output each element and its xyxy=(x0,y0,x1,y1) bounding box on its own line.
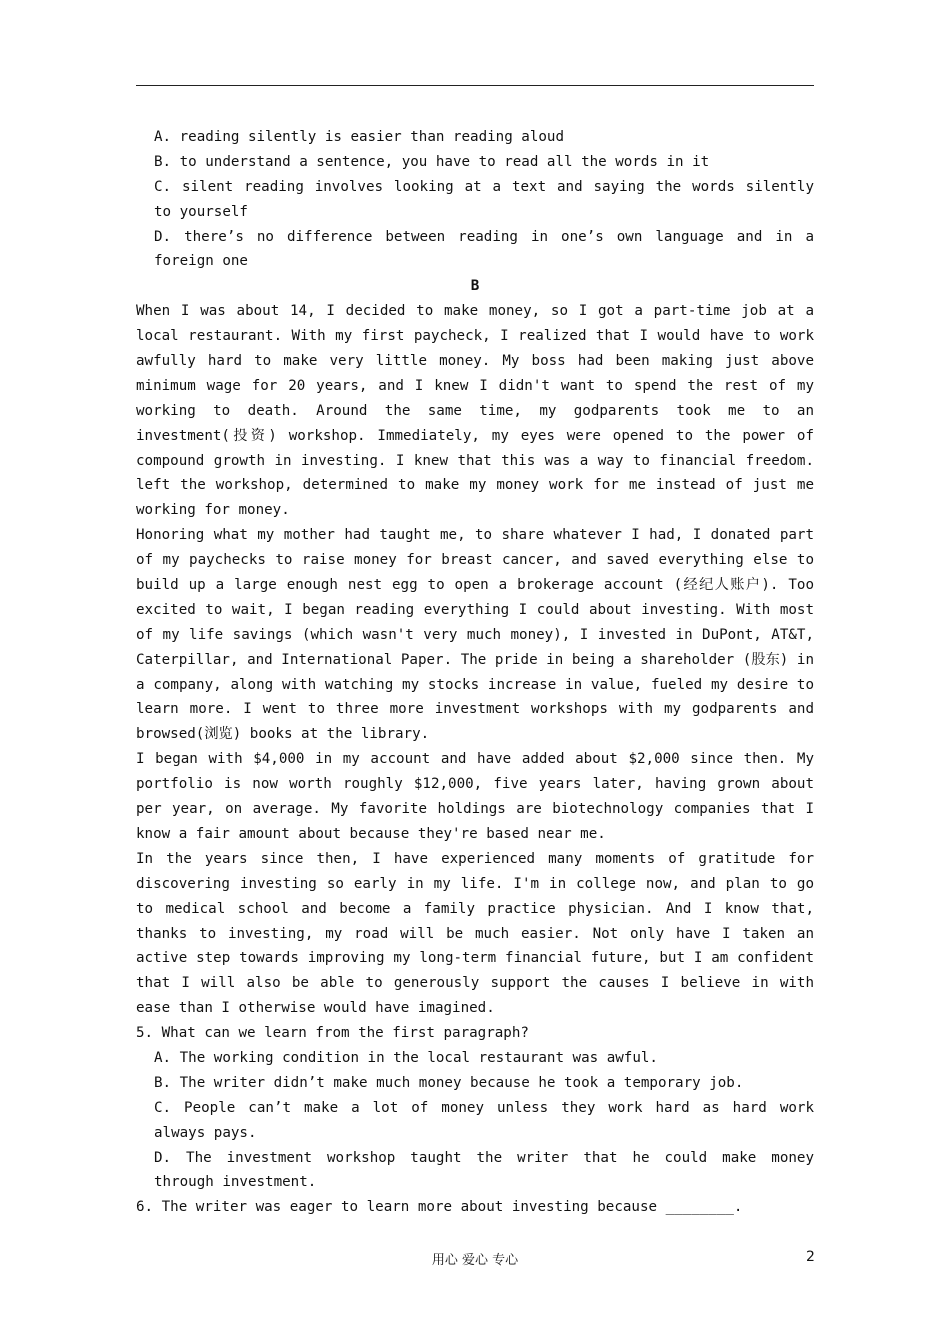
passage-line: Honoring what my mother had taught me, to share whatever I had, I donated part xyxy=(136,527,814,544)
question-5-stem: 5. What can we learn from the first paragraph? xyxy=(136,1025,529,1042)
passage-line: to medical school and become a family practice physician. And I know that, xyxy=(136,900,814,917)
passage-line: I began with $4,000 in my account and have added about $2,000 since then. My xyxy=(136,751,814,768)
passage-line: of my life savings (which wasn't very much money), I invested in DuPont, AT&T, xyxy=(136,626,814,643)
option-b-prev: B. to understand a sentence, you have to read all the words in it xyxy=(154,153,710,170)
passage-line: of my paychecks to raise money for breast cancer, and saved everything else to xyxy=(136,552,814,569)
q5-option-c-cont: always pays. xyxy=(154,1124,257,1141)
passage-line: local restaurant. With my first paycheck, I realized that I would have to work xyxy=(136,328,814,345)
page-content xyxy=(136,125,814,1220)
option-c-prev-cont: to yourself xyxy=(154,203,248,220)
passage-line: working to death. Around the same time, my godparents took me to an xyxy=(136,402,814,419)
option-a-prev: A. reading silently is easier than reading aloud xyxy=(154,129,564,145)
passage-line: ease than I otherwise would have imagined. xyxy=(136,1000,495,1017)
section-title: B xyxy=(470,278,480,295)
q5-option-d-cont: through investment. xyxy=(154,1174,317,1191)
passage-line: Caterpillar, and International Paper. The pride in being a shareholder (股东) in xyxy=(136,651,814,668)
q5-option-a: A. The working condition in the local restaurant was awful. xyxy=(154,1049,658,1066)
option-d-prev: D. there’s no difference between reading in one’s own language and in a xyxy=(154,228,814,245)
passage-line: When I was about 14, I decided to make money, so I got a part-time job at a xyxy=(136,303,814,320)
passage-line: compound growth in investing. I knew that this was a way to financial freedom. xyxy=(136,452,814,469)
passage-line: investment(投资) workshop. Immediately, my eyes were opened to the power of xyxy=(136,427,814,444)
question-6-stem: 6. The writer was eager to learn more about investing because ________. xyxy=(136,1199,743,1216)
passage-line: active step towards improving my long-term financial future, but I am confident xyxy=(136,950,814,967)
passage-line: minimum wage for 20 years, and I knew I didn't want to spend the rest of my xyxy=(136,377,814,394)
footer-text: 用心 爱心 专心 xyxy=(431,1253,519,1268)
passage-line: browsed(浏览) books at the library. xyxy=(136,726,430,743)
page-number: 2 xyxy=(806,1249,815,1265)
passage-line: thanks to investing, my road will be much easier. Not only have I taken an xyxy=(136,925,814,942)
passage-line: discovering investing so early in my life. I'm in college now, and plan to go xyxy=(136,875,814,892)
passage-line: portfolio is now worth roughly $12,000, five years later, having grown about xyxy=(136,776,814,793)
passage-line: a company, along with watching my stocks increase in value, fueled my desire to xyxy=(136,676,814,693)
passage-line: working for money. xyxy=(136,502,290,519)
option-c-prev: C. silent reading involves looking at a text and saying the words silently xyxy=(154,178,814,195)
q5-option-b: B. The writer didn’t make much money because he took a temporary job. xyxy=(154,1074,744,1091)
passage-line: that I will also be able to generously support the causes I believe in with xyxy=(136,975,814,992)
q5-option-c: C. People can’t make a lot of money unless they work hard as hard work xyxy=(154,1099,814,1116)
passage-line: learn more. I went to three more investment workshops with my godparents and xyxy=(136,701,814,718)
passage-line: left the workshop, determined to make my money work for me instead of just me xyxy=(136,477,814,494)
q5-option-d: D. The investment workshop taught the writer that he could make money xyxy=(154,1149,814,1166)
passage-line: awfully hard to make very little money. My boss had been making just above xyxy=(136,353,814,370)
passage-line: build up a large enough nest egg to open a brokerage account (经纪人账户). Too xyxy=(136,577,814,594)
passage-line: excited to wait, I began reading everything I could about investing. With most xyxy=(136,601,814,618)
passage-line: know a fair amount about because they're based near me. xyxy=(136,825,606,842)
header-rule xyxy=(136,85,814,86)
passage-line: In the years since then, I have experienced many moments of gratitude for xyxy=(136,850,814,867)
passage-line: per year, on average. My favorite holdings are biotechnology companies that I xyxy=(136,801,814,818)
option-d-prev-cont: foreign one xyxy=(154,253,248,270)
